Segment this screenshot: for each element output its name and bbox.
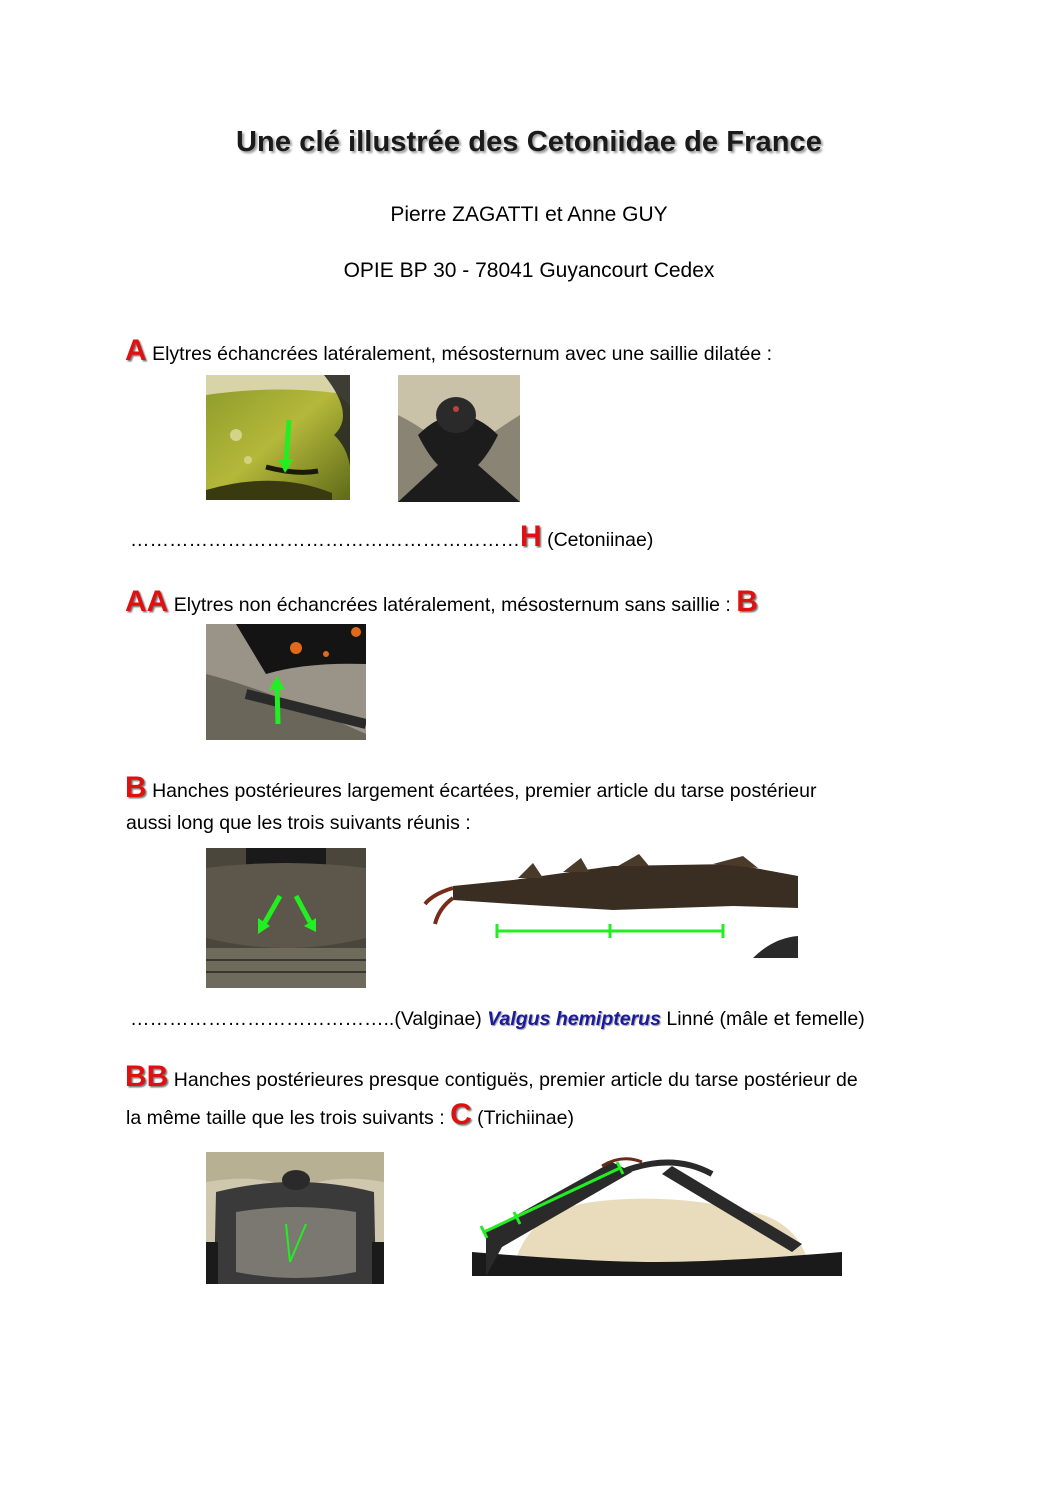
species-author: Linné (mâle et femelle) <box>660 1008 865 1030</box>
couplet-bb-line2 <box>126 1098 574 1132</box>
key-letter-c: C <box>450 1098 472 1131</box>
couplet-bb-text-line1: Hanches postérieures presque contiguës, premier article du tarse postérieur de <box>168 1069 858 1091</box>
subfamily-cetoniinae: (Cetoniinae) <box>541 529 654 551</box>
key-letter-a: A <box>125 334 147 367</box>
species-name: Valgus hemipterus <box>487 1008 661 1030</box>
key-letter-h: H <box>520 520 542 553</box>
couplet-b-line2: aussi long que les trois suivants réunis : <box>126 812 471 834</box>
authors: Pierre ZAGATTI et Anne GUY <box>390 203 668 226</box>
photo-hind-tarsus-bb <box>472 1152 842 1276</box>
key-letter-aa: AA <box>125 585 169 618</box>
key-letter-b: B <box>125 771 147 804</box>
photo-hind-coxae-separated <box>206 848 366 988</box>
couplet-a <box>125 334 772 368</box>
subfamily-trichiinae: (Trichiinae) <box>471 1107 574 1129</box>
subfamily-valginae: (Valginae) <box>394 1008 488 1030</box>
dot-leader: …………………………………………………… <box>130 529 520 551</box>
photo-elytra-no-notch <box>206 624 366 740</box>
photo-hind-coxae-contiguous <box>206 1152 384 1284</box>
address: OPIE BP 30 - 78041 Guyancourt Cedex <box>343 259 715 282</box>
couplet-b-text-line1: Hanches postérieures largement écartées, premier article du tarse postérieur <box>146 780 817 802</box>
photo-elytra-notch <box>206 375 350 500</box>
couplet-bb <box>125 1060 858 1094</box>
couplet-aa <box>125 585 758 619</box>
couplet-b <box>125 771 817 805</box>
key-letter-b-ref: B <box>736 585 758 618</box>
photo-mesosternum <box>398 375 520 502</box>
photo-hind-tarsus-b <box>413 848 798 958</box>
key-letter-bb: BB <box>125 1060 169 1093</box>
couplet-b-result <box>130 1008 865 1031</box>
document-title: Une clé illustrée des Cetoniidae de France <box>235 126 822 158</box>
couplet-a-text: Elytres échancrées latéralement, mésosternum avec une saillie dilatée : <box>146 343 773 365</box>
couplet-a-result <box>130 520 653 554</box>
couplet-bb-text-line2: la même taille que les trois suivants : <box>126 1107 451 1129</box>
couplet-aa-text: Elytres non échancrées latéralement, mésosternum sans saillie : <box>168 594 737 616</box>
dot-leader: ………………………………….. <box>130 1008 395 1030</box>
